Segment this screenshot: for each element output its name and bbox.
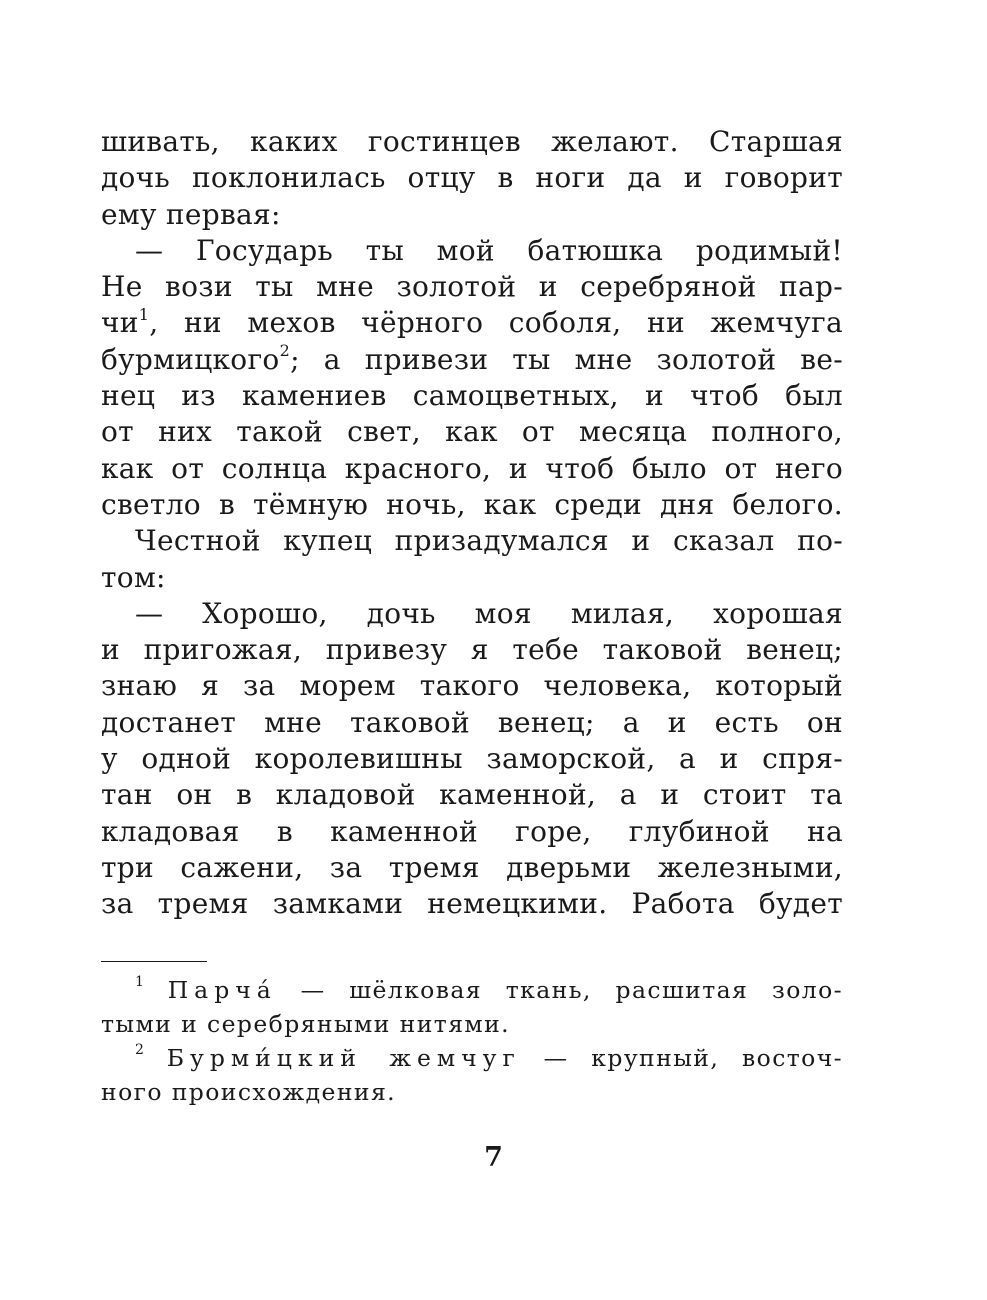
footnote-number: 2 — [135, 1042, 144, 1059]
text-line: шивать, каких гостинцев желают. Старшая — [101, 125, 843, 158]
text-line: и пригожая, привезу я тебе таковой венец; — [101, 633, 843, 667]
footnote-1 — [101, 973, 843, 1007]
text-line: достанет мне таковой венец; а и есть он — [101, 705, 843, 739]
text-line — [101, 342, 843, 378]
footnote-2-continuation: ного происхождения. — [101, 1078, 397, 1106]
text-line: три сажени, за тремя дверьми железными, — [101, 850, 843, 884]
page-number: 7 — [484, 1142, 503, 1173]
footnote-ref-2: 2 — [279, 341, 291, 361]
text-line: знаю я за морем такого человека, который — [101, 669, 843, 703]
text-fragment: ; а привези ты мне золотой ве- — [290, 342, 843, 376]
text-line — [101, 305, 843, 341]
text-line: как от солнца красного, и чтоб было от него — [101, 451, 843, 485]
text-fragment: бурмицкого — [101, 342, 280, 376]
text-line: — Хорошо, дочь моя милая, хорошая — [135, 596, 843, 630]
footnote-term: Бурми́цкий жемчуг — [166, 1044, 521, 1072]
main-text — [101, 124, 843, 923]
footnote-number: 1 — [135, 974, 144, 991]
text-fragment: чи — [101, 306, 139, 340]
text-line: светло в тёмную ночь, как среди дня белого. — [101, 487, 843, 521]
text-line: ему первая: — [101, 197, 281, 231]
text-fragment: , ни мехов чёрного соболя, ни жемчуга — [149, 306, 843, 340]
text-line: Не вози ты мне золотой и серебряной пар- — [101, 270, 843, 304]
footnote-1-continuation: тыми и серебряными нитями. — [101, 1010, 511, 1038]
text-line: тан он в кладовой каменной, а и стоит та — [101, 778, 843, 812]
footnotes — [101, 973, 843, 1109]
footnote-2 — [101, 1041, 843, 1075]
text-line: Честной купец призадумался и сказал по- — [135, 524, 843, 558]
text-line: дочь поклонилась отцу в ноги да и говорит — [101, 161, 843, 195]
text-line: нец из камениев самоцветных, и чтоб был — [101, 379, 843, 413]
text-line: за тремя замками немецкими. Работа будет — [101, 887, 843, 921]
text-line: от них такой свет, как от месяца полного, — [101, 415, 843, 449]
text-line: у одной королевишны заморской, а и спря- — [101, 742, 843, 776]
footnote-text: — шёлковая ткань, расшитая золо- — [300, 976, 844, 1004]
footnote-ref-1: 1 — [138, 305, 150, 325]
text-line: кладовая в каменной горе, глубиной на — [101, 814, 843, 848]
text-line: том: — [101, 560, 166, 594]
footnote-divider — [101, 961, 207, 962]
footnote-term: Парча́ — [167, 976, 277, 1004]
footnote-text: — крупный, восточ- — [543, 1044, 843, 1072]
text-line: — Государь ты мой батюшка родимый! — [135, 233, 843, 267]
